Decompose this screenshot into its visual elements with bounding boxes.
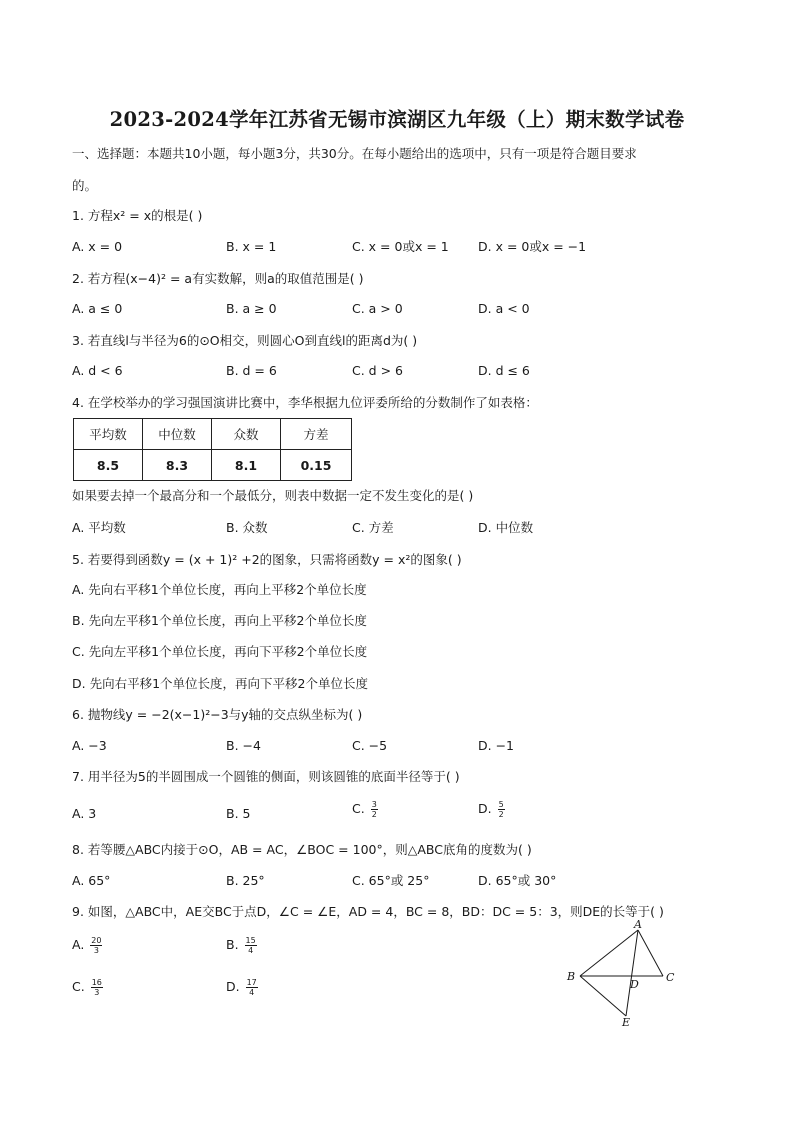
question-4-option-d: D. 中位数 <box>478 520 534 535</box>
table-cell: 0.15 <box>281 450 352 481</box>
question-7-option-a: A. 3 <box>72 806 97 821</box>
table-header-cell: 中位数 <box>143 419 212 450</box>
question-5-option-d: D. 先向右平移1个单位长度，再向下平移2个单位长度 <box>72 676 368 691</box>
question-8-option-b: B. 25° <box>226 873 265 888</box>
option-label: D. <box>226 979 240 994</box>
question-7-option-c <box>352 800 378 819</box>
question-6-option-d: D. −1 <box>478 738 514 753</box>
option-label: B. <box>226 937 239 952</box>
question-7-option-d <box>478 800 505 819</box>
table-row <box>74 450 352 481</box>
fraction <box>498 800 505 819</box>
question-3-option-b: B. d = 6 <box>226 363 277 378</box>
question-2-option-c: C. a > 0 <box>352 301 403 316</box>
question-6-option-a: A. −3 <box>72 738 107 753</box>
question-4-option-b: B. 众数 <box>226 520 268 535</box>
question-9-option-b <box>226 936 257 955</box>
fraction-denominator: 2 <box>371 810 377 819</box>
question-6-option-c: C. −5 <box>352 738 388 753</box>
question-5-option-c: C. 先向左平移1个单位长度，再向下平移2个单位长度 <box>72 644 368 659</box>
fraction-numerator: 16 <box>91 978 102 987</box>
section-heading-line2: 的。 <box>72 178 98 193</box>
question-8-option-d: D. 65°或 30° <box>478 873 557 888</box>
segment-ab <box>580 930 638 976</box>
question-1-option-b: B. x = 1 <box>226 239 277 254</box>
fraction-denominator: 4 <box>249 988 255 997</box>
table-header-cell: 方差 <box>281 419 352 450</box>
question-2-option-b: B. a ≥ 0 <box>226 301 277 316</box>
fraction-numerator: 5 <box>498 800 504 809</box>
question-9-stem: 9. 如图，△ABC中，AE交BC于点D，∠C = ∠E，AD = 4，BC = 8，BD：DC = 5：3，则DE的长等于( ) <box>72 904 664 919</box>
question-8-stem: 8. 若等腰△ABC内接于⊙O，AB = AC，∠BOC = 100°，则△ABC底角的度数为( ) <box>72 842 532 857</box>
fraction-numerator: 3 <box>371 800 377 809</box>
triangle-figure <box>560 918 690 1028</box>
question-9-option-d <box>226 978 258 997</box>
fraction-denominator: 3 <box>94 988 100 997</box>
question-7-option-b: B. 5 <box>226 806 251 821</box>
question-8-option-a: A. 65° <box>72 873 111 888</box>
question-3-stem: 3. 若直线l与半径为6的⊙O相交，则圆心O到直线l的距离d为( ) <box>72 333 418 348</box>
fraction <box>91 978 103 997</box>
question-5-option-b: B. 先向左平移1个单位长度，再向上平移2个单位长度 <box>72 613 367 628</box>
question-6-option-b: B. −4 <box>226 738 261 753</box>
table-cell: 8.3 <box>143 450 212 481</box>
question-3-option-d: D. d ≤ 6 <box>478 363 530 378</box>
fraction-numerator: 17 <box>246 978 257 987</box>
fraction-numerator: 15 <box>245 936 256 945</box>
fraction-denominator: 2 <box>498 810 504 819</box>
option-label: C. <box>72 979 85 994</box>
question-5-stem: 5. 若要得到函数y = (x + 1)² +2的图象，只需将函数y = x²的图象( ) <box>72 552 462 567</box>
option-label: D. <box>478 801 492 816</box>
question-4-option-c: C. 方差 <box>352 520 394 535</box>
question-4-stem2: 如果要去掉一个最高分和一个最低分，则表中数据一定不发生变化的是( ) <box>72 488 474 503</box>
score-stats-table <box>73 418 352 481</box>
question-7-stem: 7. 用半径为5的半圆围成一个圆锥的侧面，则该圆锥的底面半径等于( ) <box>72 769 460 784</box>
question-5-option-a: A. 先向右平移1个单位长度，再向上平移2个单位长度 <box>72 582 367 597</box>
fraction <box>371 800 378 819</box>
question-6-stem: 6. 抛物线y = −2(x−1)²−3与y轴的交点纵坐标为( ) <box>72 707 363 722</box>
label-c: C <box>666 971 675 984</box>
segment-ac <box>638 930 663 976</box>
fraction-denominator: 3 <box>93 946 99 955</box>
fraction <box>245 936 257 955</box>
page-title: 2023-2024学年江苏省无锡市滨湖区九年级（上）期末数学试卷 <box>109 108 685 131</box>
question-9-option-c <box>72 978 103 997</box>
table-header-cell: 众数 <box>212 419 281 450</box>
question-9-option-a <box>72 936 102 955</box>
label-a: A <box>634 918 642 931</box>
label-d: D <box>630 978 639 991</box>
question-3-option-a: A. d < 6 <box>72 363 123 378</box>
label-b: B <box>567 970 576 983</box>
question-2-stem: 2. 若方程(x−4)² = a有实数解，则a的取值范围是( ) <box>72 271 364 286</box>
table-cell: 8.5 <box>74 450 143 481</box>
question-4-stem: 4. 在学校举办的学习强国演讲比赛中，李华根据九位评委所给的分数制作了如表格： <box>72 395 538 410</box>
fraction-denominator: 4 <box>248 946 254 955</box>
option-label: A. <box>72 937 85 952</box>
question-2-option-d: D. a < 0 <box>478 301 530 316</box>
table-cell: 8.1 <box>212 450 281 481</box>
table-header-row <box>74 419 352 450</box>
segment-ae <box>626 930 638 1016</box>
question-3-option-c: C. d > 6 <box>352 363 403 378</box>
label-e: E <box>622 1016 631 1028</box>
fraction-numerator: 20 <box>91 936 102 945</box>
question-1-stem: 1. 方程x² = x的根是( ) <box>72 208 203 223</box>
question-1-option-a: A. x = 0 <box>72 239 123 254</box>
question-1-option-c: C. x = 0或x = 1 <box>352 239 449 254</box>
section-heading-line1: 一、选择题：本题共10小题，每小题3分，共30分。在每小题给出的选项中，只有一项是符合题目要求 <box>72 146 637 161</box>
segment-be <box>580 976 626 1016</box>
question-4-option-a: A. 平均数 <box>72 520 126 535</box>
question-8-option-c: C. 65°或 25° <box>352 873 430 888</box>
fraction <box>90 936 102 955</box>
fraction <box>246 978 258 997</box>
table-header-cell: 平均数 <box>74 419 143 450</box>
question-2-option-a: A. a ≤ 0 <box>72 301 123 316</box>
question-1-option-d: D. x = 0或x = −1 <box>478 239 587 254</box>
option-label: C. <box>352 801 365 816</box>
